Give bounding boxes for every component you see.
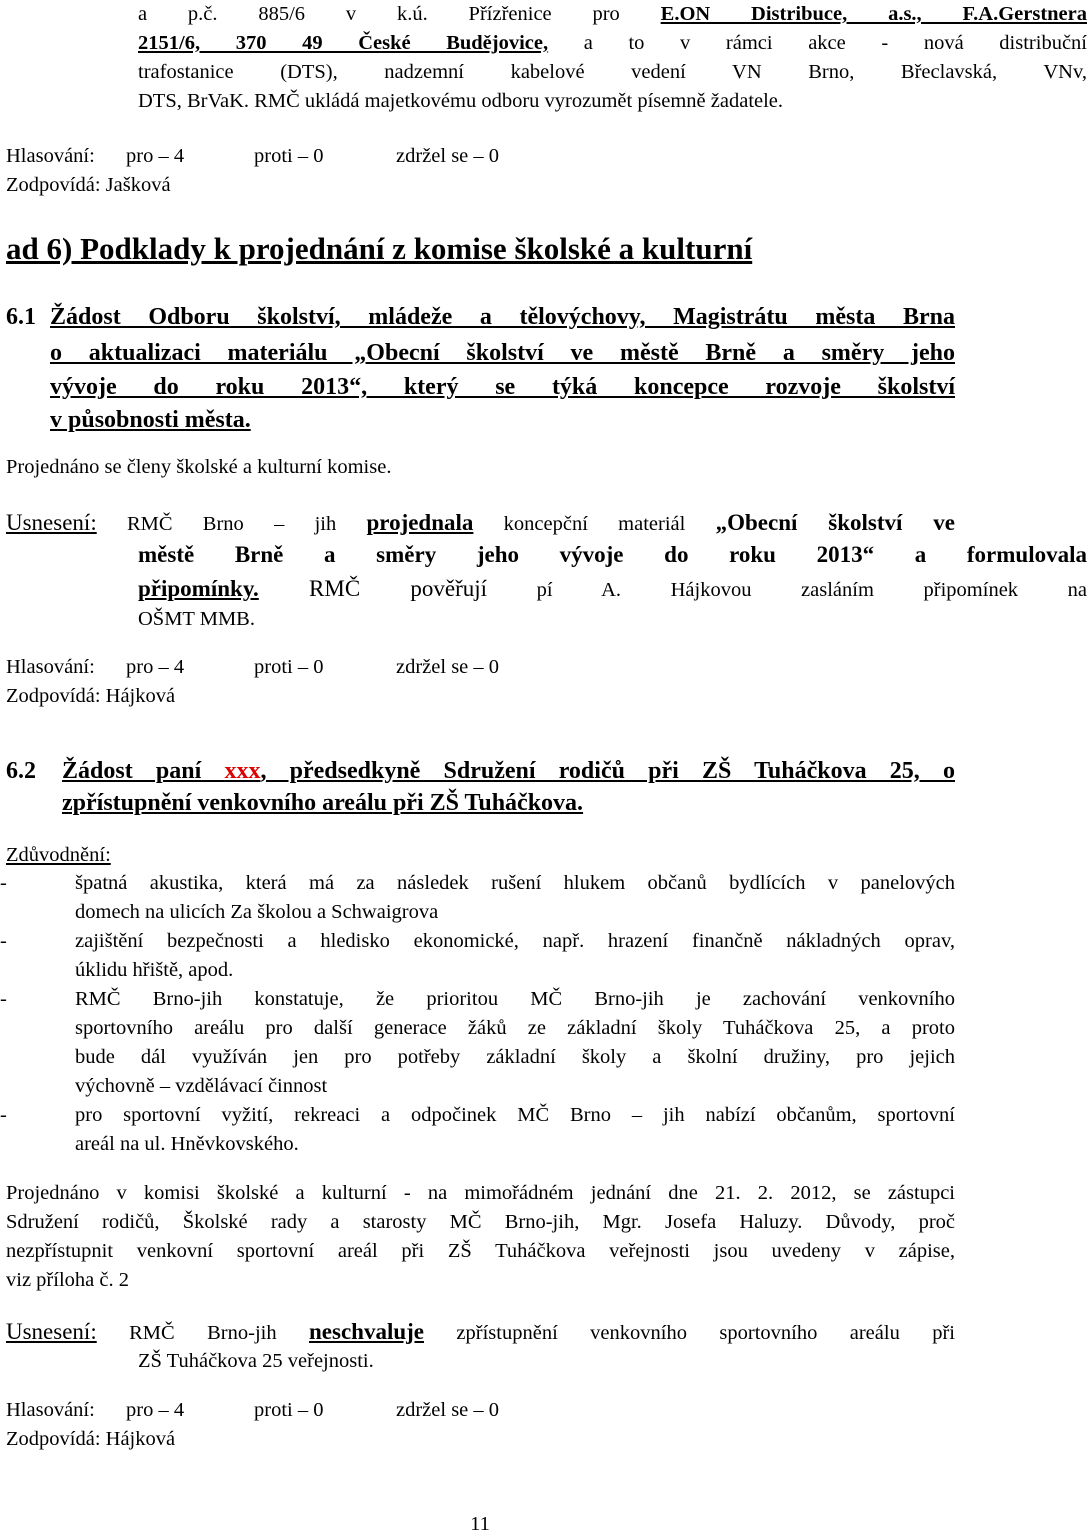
resolution-6-2-line-2: ZŠ Tuháčkova 25 veřejnosti. [138, 1350, 374, 1372]
text: RMČ pověřují [258, 576, 488, 601]
top-line-3 [6, 58, 1087, 87]
bullet-text: úklidu hřiště, apod. [75, 959, 234, 981]
item-6-2-heading [6, 757, 955, 786]
discussion-line-1: Projednáno v komisi školské a kulturní - na mimořádném jednání dne 21. 2. 2012, se zástupci [6, 1182, 955, 1204]
reason-bullet-4 [0, 1101, 955, 1159]
reason-bullet-2 [0, 927, 955, 985]
bullet-dash: - [0, 872, 7, 894]
section-heading [6, 230, 955, 268]
text: a p.č. 885/6 v k.ú. Přízřenice pro [138, 3, 661, 25]
vote-pro: pro – 4 [126, 145, 185, 167]
resolution-6-1-line-4: OŠMT MMB. [138, 608, 255, 630]
reason-bullet-3 [0, 985, 955, 1101]
text: připomínky. [138, 576, 259, 601]
item-title-line [62, 757, 955, 786]
resolution-6-1-line-1 [6, 508, 955, 539]
item-6-1-heading-3 [6, 373, 955, 402]
vote-pro: pro – 4 [126, 656, 185, 678]
discussion-line-4: viz příloha č. 2 [6, 1269, 129, 1291]
item-6-1-heading-4 [6, 406, 955, 435]
bullet-dash: - [0, 1104, 7, 1126]
company-name: E.ON Distribuce, a.s., F.A.Gerstnera [660, 3, 1087, 25]
bullet-dash: - [0, 988, 7, 1010]
item-title-line: o aktualizaci materiálu „Obecní školství ve městě Brně a směry jeho [50, 340, 955, 366]
discussion-line-2: Sdružení rodičů, Školské rady a starosty MČ Brno-jih, Mgr. Josefa Haluzy. Důvody, proč [6, 1211, 955, 1233]
bullet-text: bude dál využíván jen pro potřeby základní školy a školní družiny, pro jejich [75, 1046, 955, 1068]
vote-label: Hlasování: [6, 656, 95, 678]
bullet-text: sportovního areálu pro další generace žáků ze základní školy Tuháčkova 25, a proto [75, 1017, 955, 1039]
vote-abstain: zdržel se – 0 [396, 1399, 500, 1421]
section-title: ad 6) Podklady k projednání z komise školské a kulturní [6, 231, 753, 266]
text: Žádost paní [62, 758, 225, 784]
item-6-1-heading [6, 303, 955, 332]
responsible-3: Zodpovídá: Hájková [6, 1428, 176, 1450]
item-title-line: zpřístupnění venkovního areálu při ZŠ Tuháčkova. [62, 790, 584, 816]
item-6-2-heading-2 [6, 789, 955, 818]
reason-bullet-1 [0, 869, 955, 927]
text: koncepční materiál [473, 513, 716, 535]
resolution-6-1-line-2: městě Brně a směry jeho vývoje do roku 2013“ a formulovala [138, 542, 1087, 567]
resolution-6-1-line-3 [6, 574, 1087, 605]
vote-row-1 [6, 142, 955, 171]
bullet-text: areál na ul. Hněvkovského. [75, 1133, 299, 1155]
top-line-2 [6, 29, 1087, 58]
top-line-4 [6, 87, 1087, 116]
resolution-6-2-line-1 [6, 1317, 955, 1348]
bullet-text: pro sportovní vyžití, rekreaci a odpočinek MČ Brno – jih nabízí občanům, sportovní [75, 1104, 955, 1126]
bullet-dash: - [0, 930, 7, 952]
vote-proti: proti – 0 [254, 656, 324, 678]
top-line-1 [6, 0, 1087, 29]
resolution-verb: neschvaluje [309, 1319, 425, 1344]
reason-label [6, 841, 955, 870]
resolution-label: Usnesení: [6, 510, 97, 535]
text: trafostanice (DTS), nadzemní kabelové vedení VN Brno, Břeclavská, VNv, [138, 61, 1087, 83]
item-title-line: vývoje do roku 2013“, který se týká koncepce rozvoje školství [50, 374, 955, 400]
bullet-text: výchovně – vzdělávací činnost [75, 1075, 328, 1097]
item-6-1-heading-2 [6, 339, 955, 368]
company-address: 2151/6, 370 49 České Budějovice, [138, 32, 549, 54]
text: a to v rámci akce - nová distribuční [548, 32, 1087, 54]
vote-row-2 [6, 653, 955, 682]
resolution-label: Usnesení: [6, 1319, 97, 1344]
text: , předsedkyně Sdružení rodičů při ZŠ Tuháčkova 25, o [260, 758, 955, 784]
vote-label: Hlasování: [6, 145, 95, 167]
vote-row-3 [6, 1396, 955, 1425]
vote-proti: proti – 0 [254, 1399, 324, 1421]
text: zpřístupnění venkovního sportovního areálu při [424, 1322, 956, 1344]
text: RMČ Brno-jih [96, 1322, 310, 1344]
item-number: 6.2 [6, 758, 36, 784]
text: DTS, BrVaK. RMČ ukládá majetkovému odboru vyrozumět písemně žadatele. [138, 90, 784, 112]
reason-label-text: Zdůvodnění: [6, 844, 111, 866]
item-title-line: Žádost Odboru školství, mládeže a tělovýchovy, Magistrátu města Brna [50, 304, 955, 330]
responsible-1: Zodpovídá: Jašková [6, 174, 171, 196]
text: „Obecní školství ve [715, 510, 955, 535]
page-number: 11 [470, 1513, 490, 1535]
text: RMČ Brno – jih [96, 513, 367, 535]
vote-abstain: zdržel se – 0 [396, 145, 500, 167]
item-number: 6.1 [6, 304, 36, 330]
resolution-verb: projednala [366, 510, 474, 535]
discussed-note-6-1: Projednáno se členy školské a kulturní komise. [6, 456, 392, 478]
responsible-2: Zodpovídá: Hájková [6, 685, 176, 707]
vote-label: Hlasování: [6, 1399, 95, 1421]
bullet-text: RMČ Brno-jih konstatuje, že prioritou MČ Brno-jih je zachování venkovního [75, 988, 955, 1010]
bullet-text: zajištění bezpečnosti a hledisko ekonomické, např. hrazení finančně nákladných oprav, [75, 930, 955, 952]
vote-pro: pro – 4 [126, 1399, 185, 1421]
item-title-line: v působnosti města. [50, 407, 251, 433]
vote-abstain: zdržel se – 0 [396, 656, 500, 678]
vote-proti: proti – 0 [254, 145, 324, 167]
bullet-text: domech na ulicích Za školou a Schwaigrova [75, 901, 439, 923]
discussion-line-3: nezpřístupnit venkovní sportovní areál při ZŠ Tuháčkova veřejnosti jsou uvedeny v zápise, [6, 1240, 955, 1262]
bullet-text: špatná akustika, která má za následek rušení hlukem občanů bydlících v panelových [75, 872, 955, 894]
redacted-name: xxx [224, 758, 261, 784]
text: pí A. Hájkovou zasláním připomínek na [487, 579, 1087, 601]
